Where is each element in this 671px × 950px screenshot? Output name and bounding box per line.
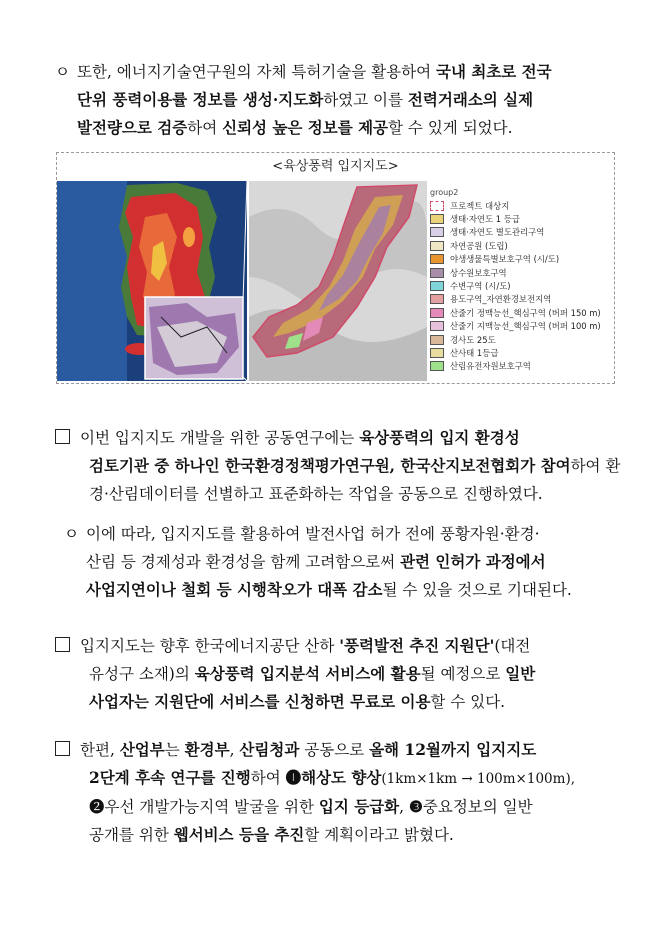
legend-item xyxy=(426,199,618,212)
legend-label: 산사태 1등급 xyxy=(450,347,499,358)
paragraph-3 xyxy=(64,520,634,604)
legend-swatch xyxy=(430,348,444,358)
legend-title: group2 xyxy=(430,188,459,197)
legend-label: 산림유전자원보호구역 xyxy=(450,361,531,372)
legend-swatch xyxy=(430,214,444,224)
p1-line-1: ㅇ 또한, 에너지기술연구원의 자체 특허기술을 활용하여 국내 최초로 전국 xyxy=(55,58,625,86)
p1-line-3: 발전량으로 검증하여 신뢰성 높은 정보를 제공할 수 있게 되었다. xyxy=(77,118,513,137)
legend-swatch xyxy=(430,201,444,211)
figure-title: <육상풍력 입지지도> xyxy=(272,159,399,174)
legend-swatch xyxy=(430,294,444,304)
p5-line-2: 2단계 후속 연구를 진행하여 ❶해상도 향상(1km×1km → 100m×100m), xyxy=(89,768,575,787)
paragraph-5 xyxy=(55,736,625,849)
p3-line-1: ㅇ 이에 따라, 입지지도를 활용하여 발전사업 허가 전에 풍황자원·환경· xyxy=(64,520,634,548)
checkbox-square-bullet xyxy=(55,429,70,444)
legend-item xyxy=(426,333,618,346)
legend-swatch xyxy=(430,254,444,264)
legend-label: 프로젝트 대상지 xyxy=(450,200,510,211)
checkbox-square-bullet xyxy=(55,741,70,756)
p3-line-3: 사업지연이나 철회 등 시행착오가 대폭 감소될 수 있을 것으로 기대된다. xyxy=(86,580,572,599)
legend-label: 산줄기 정맥능선_핵심구역 (버퍼 150 m) xyxy=(450,307,601,318)
p4-line-1: 입지지도는 향후 한국에너지공단 산하 '풍력발전 추진 지원단'(대전 xyxy=(55,632,625,660)
legend-swatch xyxy=(430,281,444,291)
checkbox-square-bullet xyxy=(55,637,70,652)
korea-map-image xyxy=(57,181,247,381)
legend-swatch xyxy=(430,361,444,371)
legend-label: 산줄기 지맥능선_핵심구역 (버퍼 100 m) xyxy=(450,321,601,332)
legend-item xyxy=(426,293,618,306)
legend-item xyxy=(426,266,618,279)
p5-line-4: 공개를 위한 웹서비스 등을 추진할 계획이라고 밝혔다. xyxy=(89,825,454,844)
legend-item xyxy=(426,212,618,225)
legend-label: 생태·자연도 별도관리구역 xyxy=(450,227,545,238)
p5-line-3: ❷우선 개발가능지역 발굴을 위한 입지 등급화, ❸중요정보의 일반 xyxy=(89,797,533,816)
legend-item xyxy=(426,306,618,319)
legend-swatch xyxy=(430,321,444,331)
legend-label: 경사도 25도 xyxy=(450,334,496,345)
legend-label: 상수원보호구역 xyxy=(450,267,507,278)
legend-item xyxy=(426,279,618,292)
bullet-circle: ㅇ xyxy=(55,63,70,81)
legend-item xyxy=(426,239,618,252)
paragraph-1 xyxy=(55,58,625,142)
p4-line-2: 유성구 소재)의 육상풍력 입지분석 서비스에 활용될 예정으로 일반 xyxy=(89,664,536,683)
paragraph-2 xyxy=(55,424,625,508)
legend-item xyxy=(426,320,618,333)
p2-line-2: 검토기관 중 하나인 한국환경정책평가연구원, 한국산지보전협회가 참여하여 환 xyxy=(89,456,621,475)
map-legend xyxy=(426,186,618,376)
legend-swatch xyxy=(430,335,444,345)
legend-items xyxy=(426,199,618,373)
paragraph-4 xyxy=(55,632,625,716)
bullet-circle: ㅇ xyxy=(64,525,79,543)
p4-line-3: 사업자는 지원단에 서비스를 신청하면 무료로 이용할 수 있다. xyxy=(89,692,506,711)
p1-line-2: 단위 풍력이용률 정보를 생성·지도화하였고 이를 전력거래소의 실제 xyxy=(77,90,534,109)
legend-swatch xyxy=(430,241,444,251)
legend-item xyxy=(426,226,618,239)
legend-item xyxy=(426,346,618,359)
legend-label: 자연공원 (도립) xyxy=(450,240,508,251)
legend-item xyxy=(426,253,618,266)
legend-swatch xyxy=(430,268,444,278)
p2-line-3: 경·산림데이터를 선별하고 표준화하는 작업을 공동으로 진행하였다. xyxy=(89,485,543,503)
p5-line-1: 한편, 산업부는 환경부, 산림청과 공동으로 올해 12월까지 입지지도 xyxy=(55,736,625,764)
legend-swatch xyxy=(430,308,444,318)
legend-label: 생태·자연도 1 등급 xyxy=(450,214,520,225)
legend-label: 수변구역 (시/도) xyxy=(450,281,511,292)
legend-label: 야생생물특별보호구역 (시/도) xyxy=(450,254,560,265)
legend-swatch xyxy=(430,227,444,237)
p2-line-1: 이번 입지지도 개발을 위한 공동연구에는 육상풍력의 입지 환경성 xyxy=(55,424,625,452)
p3-line-2: 산림 등 경제성과 환경성을 함께 고려함으로써 관련 인허가 과정에서 xyxy=(86,552,546,571)
terrain-detail-map-image xyxy=(249,181,427,381)
legend-label: 용도구역_자연환경보전지역 xyxy=(450,294,552,305)
legend-item xyxy=(426,360,618,373)
